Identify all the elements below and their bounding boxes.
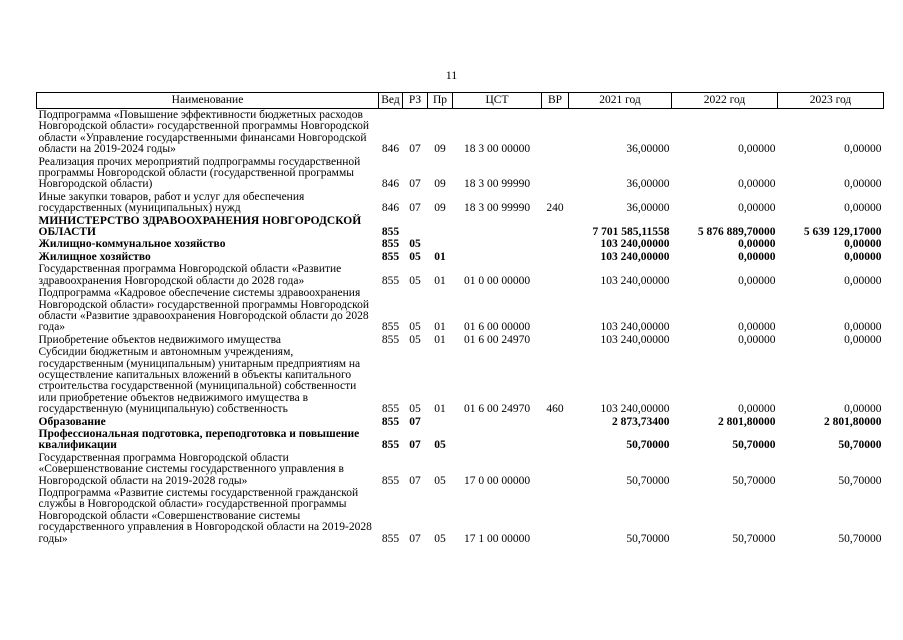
cell-vr [542,452,569,487]
cell-name: Подпрограмма «Повышение эффективности бюджетных расходов Новгородской области» государственной программы Новгородской области «Управление государственными финансами Новгородской области на 2019-2024 годы» [38,109,370,156]
table-row [37,416,884,428]
col-header-cst: ЦСТ [453,93,542,109]
cell-pr [428,215,453,239]
col-header-2021: 2021 год [569,93,672,109]
cell-cst: 18 3 00 99990 [463,202,531,215]
cell-2021: 50,70000 [626,532,670,545]
cell-2021: 50,70000 [626,439,670,452]
cell-rz: 07 [409,143,421,156]
cell-2022: 50,70000 [732,532,776,545]
table-row [37,487,884,545]
cell-rz: 07 [409,178,421,191]
cell-rz [403,215,428,239]
cell-2022: 0,00000 [738,333,776,346]
cell-2023: 0,00000 [844,178,882,191]
table-row [37,191,884,215]
table-row [37,215,884,239]
cell-ved: 855 [381,321,400,334]
cell-rz: 05 [409,274,421,287]
cell-ved: 855 [381,403,400,416]
cell-2022: 2 801,80000 [718,415,776,428]
cell-2021: 36,00000 [626,202,670,215]
col-header-vr: ВР [542,93,569,109]
cell-2022: 0,00000 [738,403,776,416]
cell-cst: 01 6 00 24970 [463,333,531,346]
table-row [37,251,884,263]
cell-rz: 07 [409,415,421,428]
cell-2022: 0,00000 [738,143,776,156]
cell-2023: 50,70000 [838,532,882,545]
cell-2023: 50,70000 [838,439,882,452]
cell-2022: 0,00000 [738,202,776,215]
cell-vr [542,251,569,263]
cell-name: Приобретение объектов недвижимого имущества [38,333,281,346]
cell-2021: 50,70000 [626,474,670,487]
cell-vr [542,238,569,250]
cell-rz: 05 [409,403,421,416]
cell-2022: 50,70000 [732,439,776,452]
cell-2023: 50,70000 [838,474,882,487]
table-row [37,156,884,191]
cell-2023: 0,00000 [844,274,882,287]
cell-vr: 240 [546,202,564,215]
cell-pr: 09 [434,143,446,156]
table-row [37,346,884,415]
col-header-ved: Вед [379,93,403,109]
cell-ved: 855 [381,333,400,346]
cell-ved: 855 [381,250,400,263]
table-row [37,263,884,287]
cell-2021: 103 240,00000 [600,250,670,263]
cell-2021: 36,00000 [626,143,670,156]
cell-vr [542,156,569,191]
cell-2021: 103 240,00000 [600,274,670,287]
cell-name: Жилищно-коммунальное хозяйство [38,238,226,251]
budget-table [36,92,884,545]
cell-pr: 01 [434,403,446,416]
cell-ved: 855 [381,226,400,239]
cell-pr: 01 [434,321,446,334]
cell-ved: 846 [381,178,400,191]
table-row [37,428,884,452]
cell-ved: 855 [381,474,400,487]
cell-name: Образование [38,415,106,428]
cell-2021: 103 240,00000 [600,321,670,334]
table-row [37,452,884,487]
cell-cst: 17 0 00 00000 [463,474,531,487]
cell-ved: 855 [381,415,400,428]
cell-name: Профессиональная подготовка, переподготовка и повышение квалификации [38,427,360,452]
col-header-2022: 2022 год [672,93,778,109]
cell-name: Государственная программа Новгородской области «Развитие здравоохранения Новгородской области до 2028 года» [38,263,342,287]
table-row [37,287,884,334]
cell-rz: 05 [409,250,421,263]
col-header-2023: 2023 год [778,93,884,109]
cell-2023: 0,00000 [844,403,882,416]
cell-pr: 05 [434,532,446,545]
cell-2023: 0,00000 [844,333,882,346]
cell-pr: 09 [434,202,446,215]
cell-cst [453,251,542,263]
cell-ved: 855 [381,439,400,452]
cell-vr [542,287,569,334]
cell-rz: 07 [409,202,421,215]
cell-rz: 05 [409,238,421,251]
cell-ved: 855 [381,274,400,287]
cell-vr [542,215,569,239]
cell-2022: 0,00000 [738,274,776,287]
cell-2021: 36,00000 [626,178,670,191]
cell-vr [542,487,569,545]
table-row [37,109,884,156]
cell-name: Субсидии бюджетным и автономным учреждениям, государственным (муниципальным) унитарным предприятиям на осуществление капитальных вложений в объекты капитального строительства государственной (муниципальной) собственности или приобретение объектов недвижимого имущества в государственную (муниципальную) собственность [38,346,361,416]
cell-cst [453,428,542,452]
cell-2021: 2 873,73400 [612,415,670,428]
table-row [37,334,884,346]
cell-cst [453,416,542,428]
cell-2022: 5 876 889,70000 [697,226,776,239]
cell-cst [453,215,542,239]
cell-pr: 01 [434,333,446,346]
cell-cst [453,238,542,250]
page-number: 11 [445,68,458,82]
col-header-pr: Пр [428,93,453,109]
cell-pr: 05 [434,474,446,487]
cell-name: Жилищное хозяйство [38,250,151,263]
col-header-rz: РЗ [403,93,428,109]
cell-2022: 0,00000 [738,250,776,263]
cell-2022: 0,00000 [738,178,776,191]
cell-cst: 18 3 00 99990 [463,178,531,191]
cell-rz: 07 [409,439,421,452]
cell-pr: 09 [434,178,446,191]
cell-rz: 07 [409,532,421,545]
table-body [37,109,884,546]
cell-2023: 0,00000 [844,238,882,251]
cell-ved: 846 [381,143,400,156]
cell-cst: 17 1 00 00000 [463,532,531,545]
cell-vr: 460 [546,403,564,416]
col-header-name: Наименование [37,93,379,109]
cell-cst: 01 6 00 00000 [463,321,531,334]
cell-cst: 18 3 00 00000 [463,143,531,156]
cell-pr: 05 [434,439,446,452]
cell-vr [542,334,569,346]
cell-vr [542,109,569,156]
cell-rz: 05 [409,333,421,346]
table-header-row [37,93,884,109]
cell-vr [542,263,569,287]
cell-ved: 846 [381,202,400,215]
cell-name: Государственная программа Новгородской области «Совершенствование системы государственного управления в Новгородской области на 2019-2028 годы» [38,451,344,487]
cell-pr: 01 [434,274,446,287]
table-row [37,238,884,250]
cell-2023: 0,00000 [844,250,882,263]
cell-2022: 0,00000 [738,321,776,334]
cell-2022: 50,70000 [732,474,776,487]
cell-2021: 7 701 585,11558 [592,226,670,239]
cell-2021: 103 240,00000 [600,333,670,346]
cell-name: Подпрограмма «Развитие системы государственной гражданской службы в Новгородской области» государственной программы Новгородской области «Совершенствование системы государственного управления в Новгородской области на 2019-2028 годы» [38,487,372,545]
cell-name: Иные закупки товаров, работ и услуг для обеспечения государственных (муниципальных) нужд [38,190,305,215]
cell-ved: 855 [381,238,400,251]
cell-2021: 103 240,00000 [600,238,670,251]
cell-rz: 07 [409,474,421,487]
cell-2023: 2 801,80000 [824,415,882,428]
cell-2023: 0,00000 [844,321,882,334]
cell-vr [542,428,569,452]
cell-pr [428,238,453,250]
cell-cst: 01 6 00 24970 [463,403,531,416]
cell-2023: 0,00000 [844,202,882,215]
cell-rz: 05 [409,321,421,334]
cell-pr [428,416,453,428]
cell-name: Реализация прочих мероприятий подпрограммы государственной программы Новгородской области (государственной программы Новгородской области) [38,155,361,191]
cell-2022: 0,00000 [738,238,776,251]
cell-cst: 01 0 00 00000 [463,274,531,287]
cell-2023: 5 639 129,17000 [803,226,882,239]
cell-2021: 103 240,00000 [600,403,670,416]
cell-name: Подпрограмма «Кадровое обеспечение системы здравоохранения Новгородской области» государственной программы Новгородской области «Развитие здравоохранения Новгородской области до 2028 года» [38,287,370,334]
cell-ved: 855 [381,532,400,545]
cell-vr [542,416,569,428]
cell-2023: 0,00000 [844,143,882,156]
cell-name: МИНИСТЕРСТВО ЗДРАВООХРАНЕНИЯ НОВГОРОДСКОЙ ОБЛАСТИ [38,214,362,239]
cell-pr: 01 [434,250,446,263]
